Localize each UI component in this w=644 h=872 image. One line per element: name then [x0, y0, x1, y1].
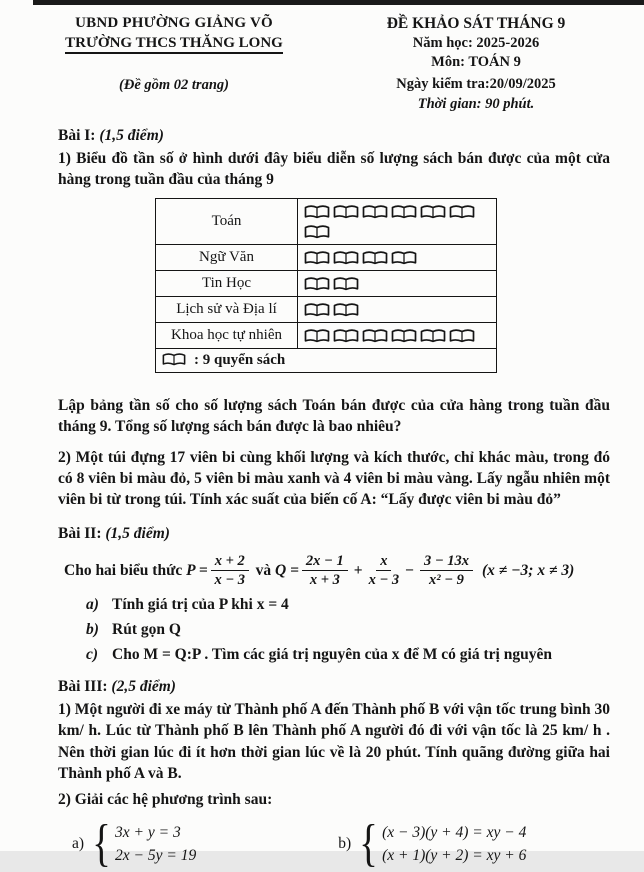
item-c-text: Cho M = Q:P . Tìm các giá trị nguyên của x để M có giá trị nguyên [112, 645, 552, 663]
open-book-icon [333, 204, 359, 220]
pictogram-row-label: Toán [156, 198, 298, 244]
pictogram-row-icons [298, 198, 497, 244]
minus-operator: − [405, 561, 414, 579]
system-a-equation-1: 3x + y = 3 [115, 823, 181, 841]
scan-top-edge [33, 0, 644, 5]
school-block [20, 15, 328, 113]
section-2-item-b [86, 621, 610, 639]
item-a-marker: a) [86, 595, 99, 613]
open-book-icon [162, 352, 186, 367]
fraction-q1-denominator: x + 3 [309, 572, 340, 589]
pictogram-row-icons [298, 296, 497, 322]
exam-date: Ngày kiểm tra:20/09/2025 [396, 76, 556, 92]
expression-definition [64, 553, 610, 589]
open-book-icon [333, 250, 359, 266]
section-3-heading [58, 678, 610, 696]
section-1-question-1-followup: Lập bảng tần số cho số lượng sách Toán bán được của cửa hàng trong tuần đầu tháng 9. Tổng số lượng sách bán được là bao nhiêu? [58, 396, 610, 436]
equation-systems [72, 814, 610, 872]
fraction-q3-denominator: x² − 9 [429, 572, 464, 589]
fraction-q1-numerator: 2x − 1 [302, 553, 348, 572]
open-book-icon [391, 204, 417, 220]
section-1-heading [58, 127, 610, 145]
school-year: Năm học: 2025-2026 [412, 35, 540, 51]
pictogram-row-icons [298, 322, 497, 348]
open-book-icon [420, 328, 446, 344]
system-a-equation-2: 2x − 5y = 19 [115, 846, 197, 864]
section-2-item-a [86, 596, 610, 614]
open-book-icon [304, 250, 330, 266]
school-name: TRƯỜNG THCS THĂNG LONG [65, 35, 283, 54]
pictogram-row [156, 322, 497, 348]
page-count-note: (Đề gồm 02 trang) [119, 77, 229, 93]
pictogram-legend-text: : 9 quyển sách [194, 351, 286, 368]
section-3-question-2: 2) Giải các hệ phương trình sau: [58, 791, 273, 809]
open-book-icon [304, 328, 330, 344]
and-word: và [255, 561, 272, 579]
pictogram-row [156, 198, 497, 244]
fraction-q1 [302, 553, 348, 589]
fraction-p-numerator: x + 2 [211, 553, 249, 572]
system-a-equations [115, 824, 196, 865]
open-book-icon [362, 250, 388, 266]
pictogram-row-label: Khoa học tự nhiên [156, 322, 298, 348]
exam-title: ĐỀ KHẢO SÁT THÁNG 9 [386, 15, 566, 32]
fraction-q2 [369, 553, 400, 589]
q-lead: Q = [275, 561, 299, 579]
section-3-question-1: 1) Một người đi xe máy từ Thành phố A đến Thành phố B với vận tốc trung bình 30 km/ h. Lúc từ Thành phố B lên Thành phố A người đó đi với vận tốc là 25 km/ h . Nên thời gian lúc đi ít hơn thời gian lúc về là 20 phút. Tính quãng đường giữa hai Thành phố A và B. [58, 700, 610, 783]
fraction-q3 [420, 553, 473, 589]
open-book-icon [304, 302, 330, 318]
open-book-icon [391, 328, 417, 344]
open-book-icon [391, 250, 417, 266]
section-1-question-1: 1) Biểu đồ tần số ở hình dưới đây biểu diễn số lượng sách bán được của một cửa hàng trong tuần đầu của tháng 9 [58, 150, 610, 189]
exam-info-block [328, 15, 624, 113]
section-2-item-c [86, 646, 610, 664]
system-a-marker: a) [72, 835, 85, 853]
left-brace: { [92, 814, 111, 872]
fraction-p [211, 553, 249, 589]
pictogram-row-icons [298, 270, 497, 296]
fraction-q2-denominator: x − 3 [368, 572, 400, 589]
pictogram-row-label: Lịch sử và Địa lí [156, 296, 298, 322]
pictogram-legend [156, 348, 497, 372]
open-book-icon [333, 328, 359, 344]
subject: Môn: TOÁN 9 [431, 54, 521, 70]
section-2-points: (1,5 điểm) [105, 524, 170, 542]
section-3-title: Bài III: [58, 677, 108, 695]
section-1-points: (1,5 điểm) [99, 127, 164, 144]
open-book-icon [362, 204, 388, 220]
plus-operator: + [353, 561, 363, 579]
left-brace: { [359, 814, 378, 872]
item-a-text: Tính giá trị của P khi x = 4 [112, 595, 289, 613]
pictogram-row [156, 296, 497, 322]
domain-condition: (x ≠ −3; x ≠ 3) [482, 561, 575, 579]
open-book-icon [304, 276, 330, 292]
open-book-icon [333, 302, 359, 318]
exam-body [0, 127, 644, 872]
open-book-icon [304, 224, 330, 240]
system-b-equations [382, 824, 526, 865]
section-1-title: Bài I: [58, 127, 96, 144]
pictogram-legend-row [156, 348, 497, 372]
pictogram-row-label: Ngữ Văn [156, 244, 298, 270]
open-book-icon [449, 204, 475, 220]
exam-header [0, 0, 644, 113]
system-b-equation-2: (x + 1)(y + 2) = xy + 6 [382, 846, 527, 864]
section-2-title: Bài II: [58, 524, 102, 542]
section-3-points: (2,5 điểm) [111, 677, 176, 695]
section-2-heading [58, 525, 610, 543]
item-b-marker: b) [86, 620, 99, 638]
item-b-text: Rút gọn Q [112, 620, 181, 638]
issuer-line: UBND PHƯỜNG GIẢNG VÕ [75, 15, 273, 31]
system-b [338, 814, 527, 872]
pictogram-row [156, 244, 497, 270]
open-book-icon [449, 328, 475, 344]
open-book-icon [304, 204, 330, 220]
pictogram-row-label: Tin Học [156, 270, 298, 296]
system-a [72, 814, 197, 872]
system-b-marker: b) [338, 835, 352, 853]
open-book-icon [333, 276, 359, 292]
pictogram-table [155, 198, 497, 373]
open-book-icon [362, 328, 388, 344]
system-b-equation-1: (x − 3)(y + 4) = xy − 4 [382, 823, 527, 841]
section-1-question-2: 2) Một túi đựng 17 viên bi cùng khối lượng và kích thước, chỉ khác màu, trong đó có 8 viên bi màu đỏ, 5 viên bi màu xanh và 4 viên bi màu vàng. Lấy ngẫu nhiên một viên bi từ trong túi. Tính xác suất của biến cố A: “Lấy được viên bi màu đỏ” [58, 448, 610, 509]
pictogram-row [156, 270, 497, 296]
p-lead: P = [186, 561, 208, 579]
exam-duration: Thời gian: 90 phút. [417, 96, 535, 112]
fraction-p-denominator: x − 3 [214, 572, 246, 589]
open-book-icon [420, 204, 446, 220]
school-name-line [20, 35, 328, 52]
expression-intro: Cho hai biểu thức [64, 561, 183, 579]
item-c-marker: c) [86, 645, 99, 663]
fraction-q3-numerator: 3 − 13x [420, 553, 473, 572]
pictogram-row-icons [298, 244, 497, 270]
fraction-q2-numerator: x [376, 553, 391, 572]
